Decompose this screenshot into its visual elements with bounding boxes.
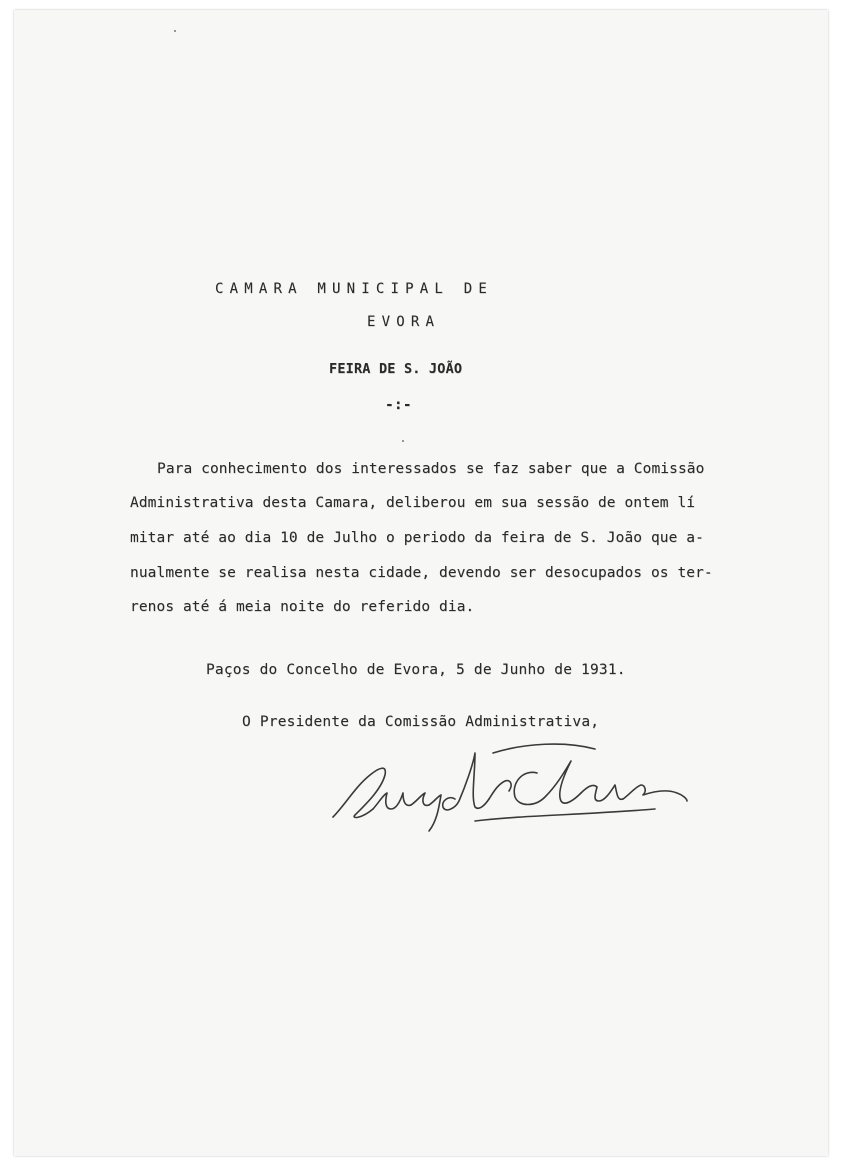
body-line: renos até á meia noite do referido dia. [130,599,475,615]
dateline: Paços do Concelho de Evora, 5 de Junho de 1931. [206,662,626,678]
body-line: mitar até ao dia 10 de Julho o periodo da feira de S. João que a- [130,530,704,546]
document-page [14,10,828,1156]
signer-title: O Presidente da Comissão Administrativa, [242,714,600,730]
document-title-line2: EVORA [367,314,441,330]
body-line: Administrativa desta Camara, deliberou em sua sessão de ontem lí [130,495,696,511]
section-separator: -:- [385,397,412,413]
handwritten-signature [325,735,695,835]
body-line: Para conhecimento dos interessados se faz saber que a Comissão [157,461,705,477]
document-subtitle: FEIRA DE S. JOÃO [329,361,463,377]
paper-speck [174,30,176,32]
document-title-line1: CAMARA MUNICIPAL DE [215,281,493,297]
paper-speck [402,440,404,442]
body-line: nualmente se realisa nesta cidade, devendo ser desocupados os ter- [130,565,713,581]
